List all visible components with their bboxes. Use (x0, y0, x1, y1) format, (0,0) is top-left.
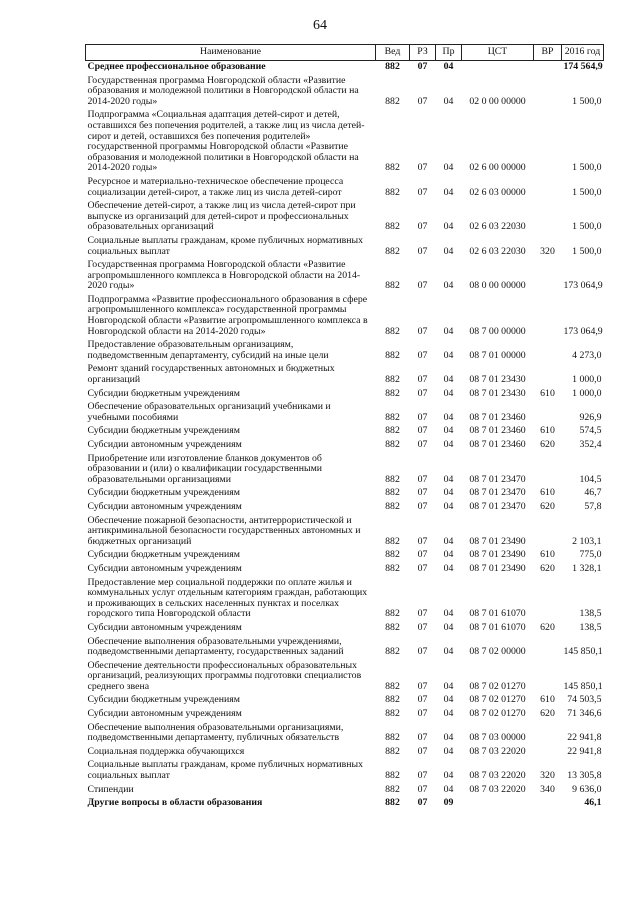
table-row (86, 235, 604, 259)
row-amount: 46,7 (584, 487, 602, 499)
row-ved: 882 (385, 562, 400, 574)
header-cst: ЦСТ (462, 45, 534, 61)
table-row (86, 487, 604, 501)
row-amount: 13 305,8 (567, 770, 602, 782)
row-cst: 08 7 01 23470 (469, 487, 526, 499)
row-name: Ресурсное и материально-техническое обеспечение процесса социализации детей-сирот, а также лиц из числа детей-сирот (87, 175, 344, 198)
row-rz: 07 (417, 186, 428, 198)
row-amount: 9 636,0 (572, 783, 602, 795)
row-ved: 882 (385, 745, 400, 757)
row-vr (534, 61, 562, 75)
row-rz: 07 (417, 562, 428, 574)
row-ved: 882 (385, 245, 400, 257)
row-cst: 08 7 03 00000 (469, 732, 526, 744)
row-vr: 620 (540, 562, 555, 574)
row-cst: 02 6 03 22030 (469, 245, 526, 257)
table-row (86, 200, 604, 235)
row-ved: 882 (385, 325, 400, 337)
row-vr: 610 (540, 549, 555, 561)
row-cst: 02 6 00 00000 (469, 162, 526, 174)
row-amount: 926,9 (579, 411, 602, 423)
table-header-row (86, 45, 604, 61)
row-name: Субсидии автономным учреждениям (87, 500, 242, 512)
row-rz: 07 (417, 549, 428, 561)
row-ved: 882 (385, 473, 400, 485)
row-vr (534, 176, 562, 200)
table-row (86, 577, 604, 622)
row-vr (534, 363, 562, 387)
row-pr: 04 (443, 186, 454, 198)
row-cst: 02 6 03 22030 (469, 221, 526, 233)
row-ved: 882 (385, 425, 400, 437)
row-vr: 620 (540, 708, 555, 720)
row-name: Государственная программа Новгородской области «Развитие образования и молодежной политики в Новгородской области на 2014-2020 годы» (87, 74, 359, 107)
row-cst: 08 0 00 00000 (469, 280, 526, 292)
row-vr (534, 577, 562, 622)
header-pr: Пр (436, 45, 462, 61)
row-name: Другие вопросы в области образования (87, 797, 263, 809)
row-ved: 882 (385, 162, 400, 174)
row-cst: 08 7 01 23430 (469, 387, 526, 399)
row-amount: 1 000,0 (572, 374, 602, 386)
row-rz: 07 (417, 797, 428, 809)
row-amount: 46,1 (584, 797, 602, 809)
row-rz: 07 (417, 770, 428, 782)
row-ved: 882 (385, 549, 400, 561)
row-cst: 08 7 02 01270 (469, 708, 526, 720)
table-row (86, 176, 604, 200)
row-pr: 04 (443, 425, 454, 437)
row-ved: 882 (385, 186, 400, 198)
row-vr (534, 660, 562, 695)
table-row (86, 501, 604, 515)
row-ved: 882 (385, 500, 400, 512)
row-vr: 320 (540, 770, 555, 782)
row-amount: 138,5 (579, 621, 602, 633)
table-body (86, 61, 604, 811)
row-name: Предоставление мер социальной поддержки по оплате жилья и коммунальных услуг отдельным категориям граждан, работающих и проживающих в сельских населенных пунктах и поселках городского типа Новгородской области (87, 576, 368, 620)
row-vr: 610 (540, 487, 555, 499)
row-ved: 882 (385, 221, 400, 233)
row-rz: 07 (417, 621, 428, 633)
row-amount: 173 064,9 (563, 325, 603, 337)
row-name: Субсидии автономным учреждениям (87, 439, 242, 450)
row-cst: 08 7 03 22020 (469, 783, 526, 795)
row-ved: 882 (385, 783, 400, 795)
row-cst: 08 7 03 22020 (469, 770, 526, 782)
row-cst: 08 7 01 23490 (469, 535, 526, 547)
row-name: Социальные выплаты гражданам, кроме публичных нормативных социальных выплат (87, 759, 363, 782)
table-row (86, 388, 604, 402)
row-ved: 882 (385, 439, 400, 450)
row-rz: 07 (417, 694, 428, 706)
row-pr: 04 (443, 708, 454, 720)
row-ved: 882 (385, 770, 400, 782)
row-ved: 882 (385, 708, 400, 720)
row-pr: 04 (443, 245, 454, 257)
row-amount: 71 346,6 (567, 708, 602, 720)
row-pr: 04 (443, 349, 454, 361)
row-rz: 07 (417, 374, 428, 386)
row-cst (462, 797, 534, 811)
row-ved: 882 (385, 61, 400, 72)
row-ved: 882 (385, 349, 400, 361)
row-ved: 882 (385, 280, 400, 292)
table-row (86, 425, 604, 439)
row-ved: 882 (385, 680, 400, 692)
row-cst: 08 7 03 22020 (469, 745, 526, 757)
row-name: Среднее профессиональное образование (87, 61, 266, 72)
row-amount: 1 000,0 (572, 387, 602, 399)
row-ved: 882 (385, 694, 400, 706)
row-name: Ремонт зданий государственных автономных и бюджетных организаций (87, 363, 335, 386)
table-row (86, 746, 604, 760)
row-rz: 07 (417, 783, 428, 795)
row-pr: 04 (443, 162, 454, 174)
row-amount: 352,4 (579, 439, 602, 450)
row-rz: 07 (417, 745, 428, 757)
row-name: Обеспечение детей-сирот, а также лиц из числа детей-сирот при выпуске из организаций для детей-сирот и профессиональных образовательных организаций (87, 200, 356, 233)
row-rz: 07 (417, 500, 428, 512)
row-amount: 22 941,8 (567, 745, 602, 757)
row-pr: 04 (443, 549, 454, 561)
row-pr: 04 (443, 280, 454, 292)
table-row (86, 259, 604, 294)
table-row (86, 722, 604, 746)
row-vr: 620 (540, 621, 555, 633)
row-pr: 04 (443, 325, 454, 337)
row-vr (534, 797, 562, 811)
row-rz: 07 (417, 473, 428, 485)
row-amount: 1 500,0 (572, 245, 602, 257)
row-ved: 882 (385, 797, 400, 809)
row-rz: 07 (417, 61, 428, 72)
row-vr (534, 453, 562, 488)
row-name: Социальные выплаты гражданам, кроме публичных нормативных социальных выплат (87, 234, 363, 257)
row-vr (534, 75, 562, 110)
row-vr (534, 401, 562, 425)
row-amount: 145 850,1 (563, 680, 603, 692)
table-row (86, 784, 604, 798)
row-name: Обеспечение пожарной безопасности, антитеррористической и антикриминальной безопасности государственных автономных и бюджетных организаций (87, 514, 361, 547)
row-amount: 22 941,8 (567, 732, 602, 744)
row-cst: 08 7 02 01270 (469, 680, 526, 692)
row-vr (534, 636, 562, 660)
row-ved: 882 (385, 535, 400, 547)
row-rz: 07 (417, 732, 428, 744)
row-vr (534, 294, 562, 339)
row-cst: 08 7 01 00000 (469, 349, 526, 361)
row-cst: 08 7 01 23460 (469, 425, 526, 437)
table-row (86, 109, 604, 176)
row-rz: 07 (417, 325, 428, 337)
table-row (86, 439, 604, 453)
page-number: 64 (313, 18, 327, 33)
row-pr: 04 (443, 487, 454, 499)
row-pr: 04 (443, 608, 454, 620)
table-row (86, 453, 604, 488)
row-amount: 574,5 (579, 425, 602, 437)
row-cst: 08 7 01 23490 (469, 549, 526, 561)
row-name: Субсидии бюджетным учреждениям (87, 387, 240, 399)
row-rz: 07 (417, 535, 428, 547)
table-row (86, 622, 604, 636)
table-row (86, 61, 604, 75)
row-vr (534, 109, 562, 176)
row-name: Обеспечение образовательных организаций учебниками и учебными пособиями (87, 401, 331, 423)
row-amount: 4 273,0 (572, 349, 602, 361)
row-name: Подпрограмма «Развитие профессионального образования в сфере агропромышленного комплекса» государственной программы Новгородской области «Развитие агропромышленного комплекса в Новгородской области на 2014-2020 годы» (87, 293, 368, 337)
row-ved: 882 (385, 374, 400, 386)
row-amount: 1 500,0 (572, 221, 602, 233)
row-cst: 08 7 01 23470 (469, 473, 526, 485)
row-rz: 07 (417, 349, 428, 361)
row-pr: 04 (443, 783, 454, 795)
table-row (86, 660, 604, 695)
row-name: Обеспечение выполнения образовательными организациями, подведомственными департаменту, публичных обязательств (87, 721, 344, 744)
table-row (86, 549, 604, 563)
row-pr: 04 (443, 473, 454, 485)
header-vr: ВР (534, 45, 562, 61)
row-cst: 02 0 00 00000 (469, 95, 526, 107)
table-row (86, 636, 604, 660)
row-name: Социальная поддержка обучающихся (87, 745, 245, 757)
row-amount: 1 500,0 (572, 186, 602, 198)
row-name: Субсидии автономным учреждениям (87, 708, 242, 720)
row-rz: 07 (417, 387, 428, 399)
row-cst: 08 7 02 00000 (469, 646, 526, 658)
table-row (86, 563, 604, 577)
row-vr: 620 (540, 439, 555, 450)
row-cst: 08 7 01 61070 (469, 608, 526, 620)
row-cst: 02 6 03 00000 (469, 186, 526, 198)
row-cst: 08 7 01 23470 (469, 500, 526, 512)
row-vr (534, 259, 562, 294)
table-row (86, 515, 604, 550)
row-pr: 04 (443, 621, 454, 633)
row-ved: 882 (385, 646, 400, 658)
row-name: Субсидии бюджетным учреждениям (87, 487, 240, 499)
header-name: Наименование (86, 45, 376, 61)
row-vr: 610 (540, 387, 555, 399)
row-rz: 07 (417, 245, 428, 257)
table-row (86, 759, 604, 783)
table-row (86, 694, 604, 708)
row-ved: 882 (385, 608, 400, 620)
row-pr: 04 (443, 387, 454, 399)
table-row (86, 294, 604, 339)
row-rz: 07 (417, 487, 428, 499)
budget-table (85, 44, 604, 811)
row-name: Стипендии (87, 783, 134, 795)
row-name: Приобретение или изготовление бланков документов об образовании и (или) о квалификации государственными образовательными организациями (87, 452, 323, 485)
row-amount: 145 850,1 (563, 646, 603, 658)
row-rz: 07 (417, 680, 428, 692)
table-row (86, 708, 604, 722)
row-vr (534, 200, 562, 235)
row-rz: 07 (417, 280, 428, 292)
row-rz: 07 (417, 95, 428, 107)
row-rz: 07 (417, 439, 428, 450)
row-ved: 882 (385, 387, 400, 399)
row-pr: 04 (443, 770, 454, 782)
row-ved: 882 (385, 411, 400, 423)
row-vr (534, 515, 562, 550)
row-ved: 882 (385, 732, 400, 744)
row-amount: 173 064,9 (563, 280, 603, 292)
row-cst: 08 7 00 00000 (469, 325, 526, 337)
row-ved: 882 (385, 487, 400, 499)
row-vr: 610 (540, 425, 555, 437)
row-pr: 04 (443, 745, 454, 757)
row-pr: 04 (443, 680, 454, 692)
row-name: Предоставление образовательным организациям, подведомственным департаменту, субсидий на иные цели (87, 339, 329, 361)
row-rz: 07 (417, 162, 428, 174)
row-amount: 174 564,9 (563, 61, 603, 72)
row-name: Подпрограмма «Социальная адаптация детей-сирот и детей, оставшихся без попечения родителей, а также лиц из числа детей-сирот и детей, оставшихся без попечения родителей» государственной программы Новгородской области «Развитие образования и молодежной политики в Новгородской области на 2014-2020 годы» (87, 109, 365, 174)
row-name: Субсидии бюджетным учреждениям (87, 694, 240, 706)
row-pr: 09 (443, 797, 454, 809)
row-amount: 104,5 (579, 473, 602, 485)
table-row (86, 363, 604, 387)
row-pr: 04 (443, 221, 454, 233)
table-row (86, 75, 604, 110)
row-name: Субсидии бюджетным учреждениям (87, 425, 240, 437)
row-vr (534, 722, 562, 746)
row-amount: 2 103,1 (572, 535, 602, 547)
table-row (86, 339, 604, 363)
row-pr: 04 (443, 439, 454, 450)
row-name: Обеспечение выполнения образовательными учреждениями, подведомственными департаменту, государственных заданий (87, 635, 344, 658)
row-amount: 775,0 (579, 549, 602, 561)
row-vr: 610 (540, 694, 555, 706)
row-cst: 08 7 01 23460 (469, 411, 526, 423)
row-name: Субсидии бюджетным учреждениям (87, 549, 240, 561)
header-ved: Вед (376, 45, 410, 61)
row-rz: 07 (417, 608, 428, 620)
table-row (86, 401, 604, 425)
row-rz: 07 (417, 411, 428, 423)
row-amount: 74 503,5 (567, 694, 602, 706)
row-amount: 57,8 (584, 500, 602, 512)
row-name: Государственная программа Новгородской области «Развитие агропромышленного комплекса в Новгородской области на 2014-2020 годы» (87, 259, 361, 292)
row-name: Обеспечение деятельности профессиональных образовательных организаций, реализующих программы подготовки специалистов среднего звена (87, 659, 362, 692)
row-rz: 07 (417, 425, 428, 437)
row-vr: 340 (540, 783, 555, 795)
row-vr: 620 (540, 500, 555, 512)
row-amount: 1 328,1 (572, 562, 602, 574)
row-rz: 07 (417, 221, 428, 233)
row-rz: 07 (417, 708, 428, 720)
row-name: Субсидии автономным учреждениям (87, 621, 242, 633)
row-vr (534, 339, 562, 363)
row-pr: 04 (443, 562, 454, 574)
row-ved: 882 (385, 95, 400, 107)
header-rz: РЗ (410, 45, 436, 61)
row-pr: 04 (443, 694, 454, 706)
row-pr: 04 (443, 411, 454, 423)
row-pr: 04 (443, 374, 454, 386)
row-cst: 08 7 01 23460 (469, 439, 526, 450)
row-pr: 04 (443, 61, 454, 72)
row-cst: 08 7 02 01270 (469, 694, 526, 706)
row-pr: 04 (443, 535, 454, 547)
header-amount: 2016 год (562, 45, 604, 61)
row-vr (534, 746, 562, 760)
row-pr: 04 (443, 646, 454, 658)
row-cst: 08 7 01 23430 (469, 374, 526, 386)
row-name: Субсидии автономным учреждениям (87, 562, 242, 574)
row-pr: 04 (443, 500, 454, 512)
row-vr: 320 (540, 245, 555, 257)
row-cst: 08 7 01 61070 (469, 621, 526, 633)
row-ved: 882 (385, 621, 400, 633)
row-amount: 1 500,0 (572, 162, 602, 174)
row-amount: 1 500,0 (572, 95, 602, 107)
row-cst: 08 7 01 23490 (469, 562, 526, 574)
row-pr: 04 (443, 95, 454, 107)
row-amount: 138,5 (579, 608, 602, 620)
row-pr: 04 (443, 732, 454, 744)
row-cst (462, 61, 534, 75)
row-rz: 07 (417, 646, 428, 658)
table-row (86, 797, 604, 811)
